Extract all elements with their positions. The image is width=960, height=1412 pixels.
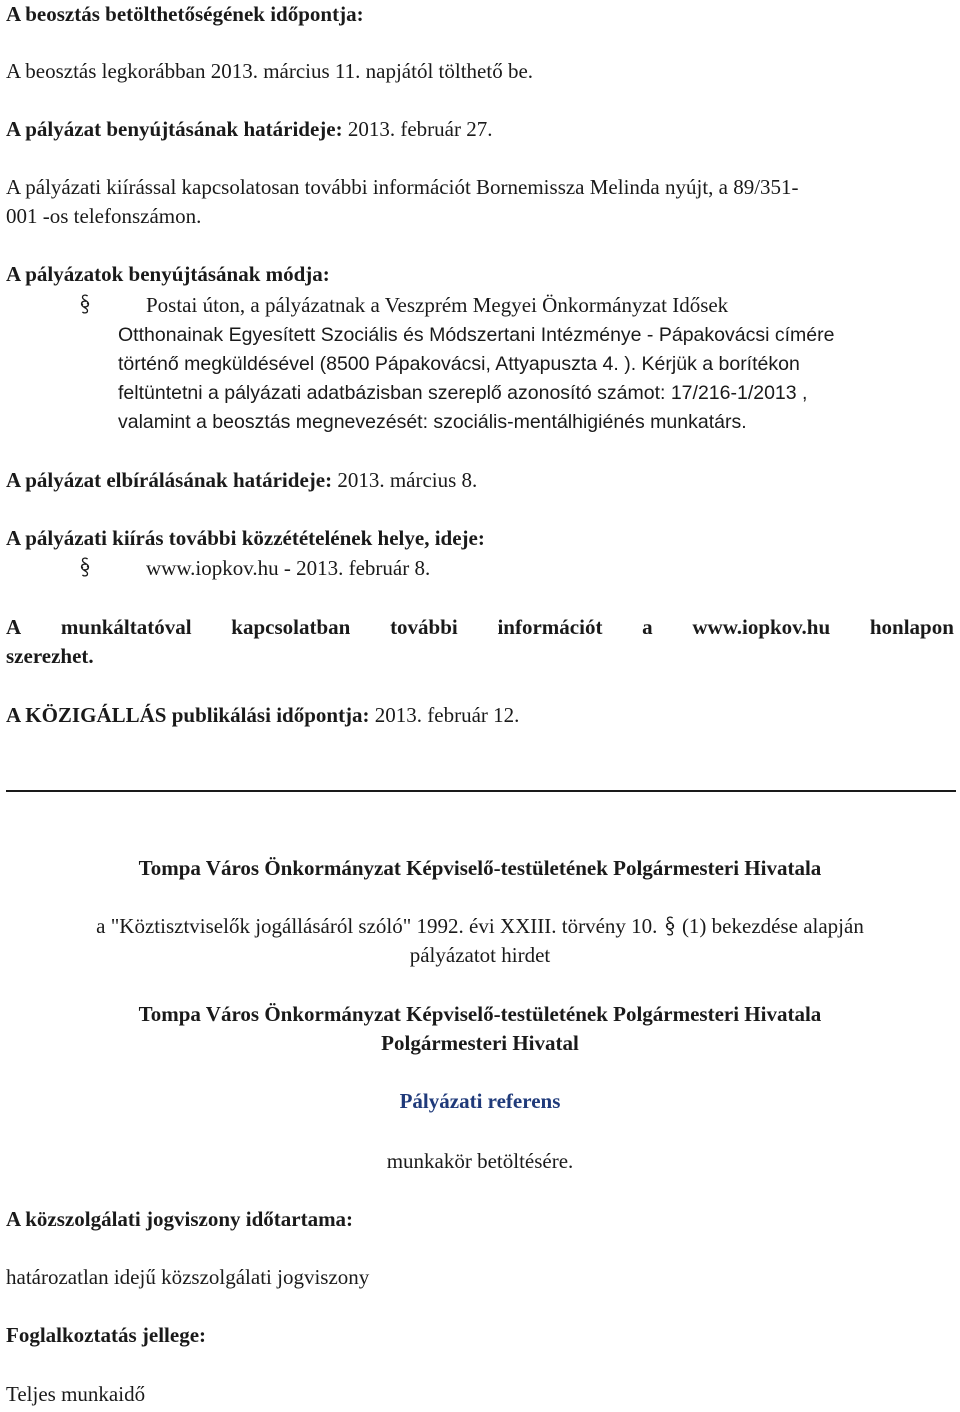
employment-type-value: Teljes munkaidő [6,1382,146,1406]
submission-method-line: valamint a beosztás megnevezését: szociális-mentálhigiénés munkatárs. [118,411,747,433]
position-title: Pályázati referens [399,1089,561,1113]
submission-deadline [6,116,492,142]
publication-item: www.iopkov.hu - 2013. február 8. [146,556,431,580]
kozigallas-label: A KÖZIGÁLLÁS publikálási időpontja: [6,703,370,727]
submission-method-line: történő megküldésével (8500 Pápakovácsi, Attyapuszta 4. ). Kérjük a borítékon [118,353,800,375]
announcement: pályázatot hirdet [409,943,551,967]
evaluation-deadline [6,467,477,493]
organization-title: Tompa Város Önkormányzat Képviselő-testületének Polgármesteri Hivatala [138,856,822,880]
employer-info-line2: szerezhet. [6,644,94,668]
submission-method-heading: A pályázatok benyújtásának módja: [6,262,330,286]
kozigallas-value: 2013. február 12. [369,703,520,727]
office-name: Polgármesteri Hivatal [381,1031,579,1055]
legal-basis [0,913,960,939]
publication-heading: A pályázati kiírás további közzétételének helye, ideje: [6,526,485,550]
employer-info-word: információt [497,615,603,639]
organization-title-2: Tompa Város Önkormányzat Képviselő-testületének Polgármesteri Hivatala [138,1002,822,1026]
employer-info-word: a [642,615,653,639]
contact-info-line2: 001 -os telefonszámon. [6,204,202,228]
evaluation-deadline-label: A pályázat elbírálásának határideje: [6,468,333,492]
section-divider [6,790,956,792]
section-sign-icon [78,293,92,315]
employer-info-word: honlapon [869,615,954,639]
duration-heading: A közszolgálati jogviszony időtartama: [6,1207,354,1231]
employer-info-word: www.iopkov.hu [692,615,831,639]
section-sign-icon [663,915,677,937]
legal-basis-before: a "Köztisztviselők jogállásáról szóló" 1992. évi XXIII. törvény 10. [96,914,658,938]
submission-deadline-value: 2013. február 27. [342,117,493,141]
start-date-text: A beosztás legkorábban 2013. március 11. napjától tölthető be. [6,59,534,83]
start-date-heading: A beosztás betölthetőségének időpontja: [6,2,364,26]
employer-info-line1 [6,614,954,640]
section-sign-icon [78,556,92,578]
submission-method-line: Postai úton, a pályázatnak a Veszprém Megyei Önkormányzat Idősek [146,293,729,317]
contact-info-line1: A pályázati kiírással kapcsolatosan további információt Bornemissza Melinda nyújt, a 89/351- [6,175,799,199]
duration-value: határozatlan idejű közszolgálati jogviszony [6,1265,370,1289]
evaluation-deadline-value: 2013. március 8. [332,468,478,492]
submission-method-line: Otthonainak Egyesített Szociális és Módszertani Intézménye - Pápakovácsi címére [118,324,835,346]
employment-type-heading: Foglalkoztatás jellege: [6,1323,207,1347]
position-fill-text: munkakör betöltésére. [386,1149,574,1173]
employer-info-word: munkáltatóval [60,615,192,639]
submission-deadline-label: A pályázat benyújtásának határideje: [6,117,343,141]
submission-method-line: feltüntetni a pályázati adatbázisban szereplő azonosító számot: 17/216-1/2013 , [118,382,808,404]
kozigallas-publication [6,702,519,728]
employer-info-word: kapcsolatban [231,615,351,639]
legal-basis-after: (1) bekezdése alapján [676,914,864,938]
employer-info-word: A [6,615,22,639]
employer-info-word: további [390,615,458,639]
